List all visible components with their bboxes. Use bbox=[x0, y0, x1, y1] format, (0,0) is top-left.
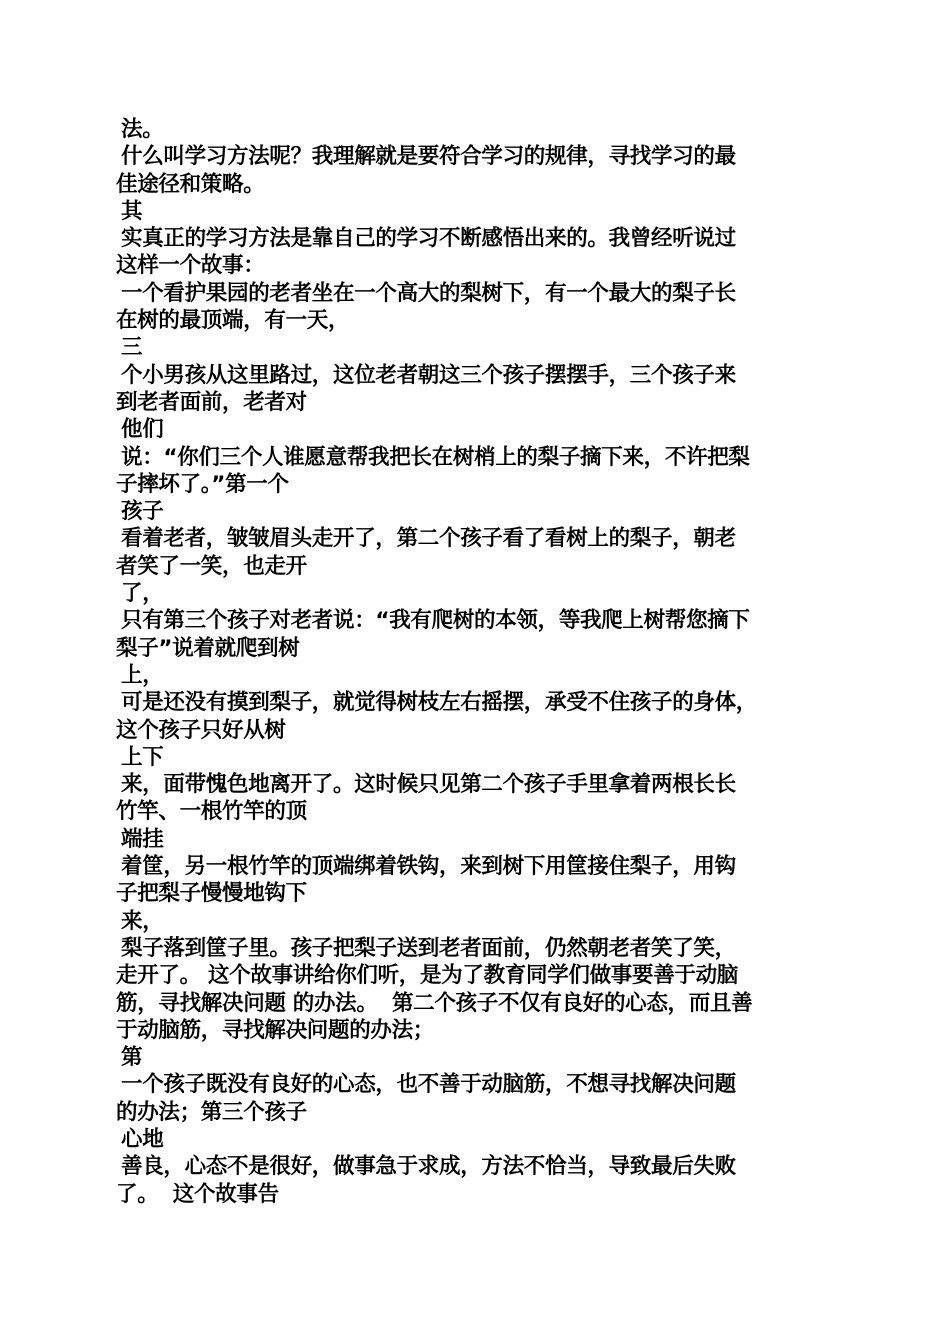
line-text-continued: 这样一个故事： bbox=[116, 253, 265, 279]
line-text-continued: 到老者面前，老者对 bbox=[116, 389, 307, 415]
line-text: 看着老者，皱皱眉头走开了，第二个孩子看了看树上的梨子，朝老 bbox=[121, 526, 736, 552]
text-line bbox=[116, 334, 836, 361]
document-body bbox=[116, 116, 836, 1208]
line-text: 可是还没有摸到梨子，就觉得树枝左右摇摆，承受不住孩子的身体， bbox=[121, 690, 758, 716]
line-text: 孩子 bbox=[121, 499, 164, 525]
line-text-continued: 者笑了一笑，也走开 bbox=[116, 553, 307, 579]
line-text: 一个孩子既没有良好的心态，也不善于动脑筋，不想寻找解决问题 bbox=[121, 1072, 736, 1098]
text-line bbox=[116, 771, 836, 826]
text-line bbox=[116, 662, 836, 689]
line-text: 一个看护果园的老者坐在一个高大的梨树下，有一个最大的梨子长 bbox=[121, 280, 736, 306]
line-text-continued: 梨子”说着就爬到树 bbox=[116, 635, 300, 661]
text-line bbox=[116, 1153, 836, 1208]
line-text: 上下 bbox=[121, 744, 164, 770]
text-line bbox=[116, 1126, 836, 1153]
text-line bbox=[116, 198, 836, 225]
line-text: 什么叫学习方法呢？我理解就是要符合学习的规律，寻找学习的最 bbox=[121, 144, 736, 170]
text-line bbox=[116, 853, 836, 908]
line-text-continued: 筋，寻找解决问题 的办法。 第二个孩子不仅有良好的心态，而且善 bbox=[116, 990, 753, 1016]
text-line bbox=[116, 444, 836, 499]
text-line bbox=[116, 744, 836, 771]
line-text-continued: 竹竿、一根竹竿的顶 bbox=[116, 799, 307, 825]
line-text: 善良，心态不是很好，做事急于求成，方法不恰当，导致最后失败 bbox=[121, 1154, 736, 1180]
line-text: 来，面带愧色地离开了。这时候只见第二个孩子手里拿着两根长长 bbox=[121, 772, 736, 798]
line-text-continued: 于动脑筋，寻找解决问题的办法； bbox=[116, 1017, 435, 1043]
text-line bbox=[116, 935, 836, 1044]
line-text-continued: 子把梨子慢慢地钩下 bbox=[116, 881, 307, 907]
line-text: 端挂 bbox=[121, 826, 164, 852]
line-text-continued: 了。 这个故事告 bbox=[116, 1181, 279, 1207]
line-text: 个小男孩从这里路过，这位老者朝这三个孩子摆摆手，三个孩子来 bbox=[121, 362, 736, 388]
text-line bbox=[116, 362, 836, 417]
line-text: 其 bbox=[121, 198, 143, 224]
text-line bbox=[116, 1071, 836, 1126]
line-text: 梨子落到筐子里。孩子把梨子送到老者面前，仍然朝老者笑了笑， bbox=[121, 935, 736, 961]
line-text: 上， bbox=[121, 662, 164, 688]
line-text: 只有第三个孩子对老者说：“我有爬树的本领，等我爬上树帮您摘下 bbox=[121, 608, 750, 634]
line-text: 心地 bbox=[121, 1126, 164, 1152]
line-text-continued: 这个孩子只好从树 bbox=[116, 717, 286, 743]
line-text: 第 bbox=[121, 1045, 143, 1071]
text-line bbox=[116, 498, 836, 525]
line-text: 了， bbox=[121, 581, 164, 607]
text-line bbox=[116, 225, 836, 280]
line-text: 三 bbox=[121, 335, 143, 361]
line-text-continued: 在树的最顶端，有一天， bbox=[116, 308, 350, 334]
text-line bbox=[116, 580, 836, 607]
line-text: 着筐，另一根竹竿的顶端绑着铁钩，来到树下用筐接住梨子，用钩 bbox=[121, 854, 736, 880]
text-line bbox=[116, 1044, 836, 1071]
line-text: 法。 bbox=[121, 117, 164, 142]
text-line bbox=[116, 525, 836, 580]
line-text-continued: 走开了。 这个故事讲给你们听，是为了教育同学们做事要善于动脑 bbox=[116, 963, 738, 989]
line-text: 来， bbox=[121, 908, 164, 934]
text-line bbox=[116, 143, 836, 198]
text-line bbox=[116, 116, 836, 143]
text-line bbox=[116, 826, 836, 853]
line-text-continued: 子摔坏了。”第一个 bbox=[116, 471, 289, 497]
text-line bbox=[116, 607, 836, 662]
line-text: 实真正的学习方法是靠自己的学习不断感悟出来的。我曾经听说过 bbox=[121, 226, 736, 252]
text-line bbox=[116, 416, 836, 443]
text-line bbox=[116, 689, 836, 744]
line-text: 他们 bbox=[121, 417, 164, 443]
text-line bbox=[116, 908, 836, 935]
line-text-continued: 的办法；第三个孩子 bbox=[116, 1099, 307, 1125]
line-text: 说：“你们三个人谁愿意帮我把长在树梢上的梨子摘下来，不许把梨 bbox=[121, 444, 750, 470]
line-text-continued: 佳途径和策略。 bbox=[116, 171, 265, 197]
text-line bbox=[116, 280, 836, 335]
